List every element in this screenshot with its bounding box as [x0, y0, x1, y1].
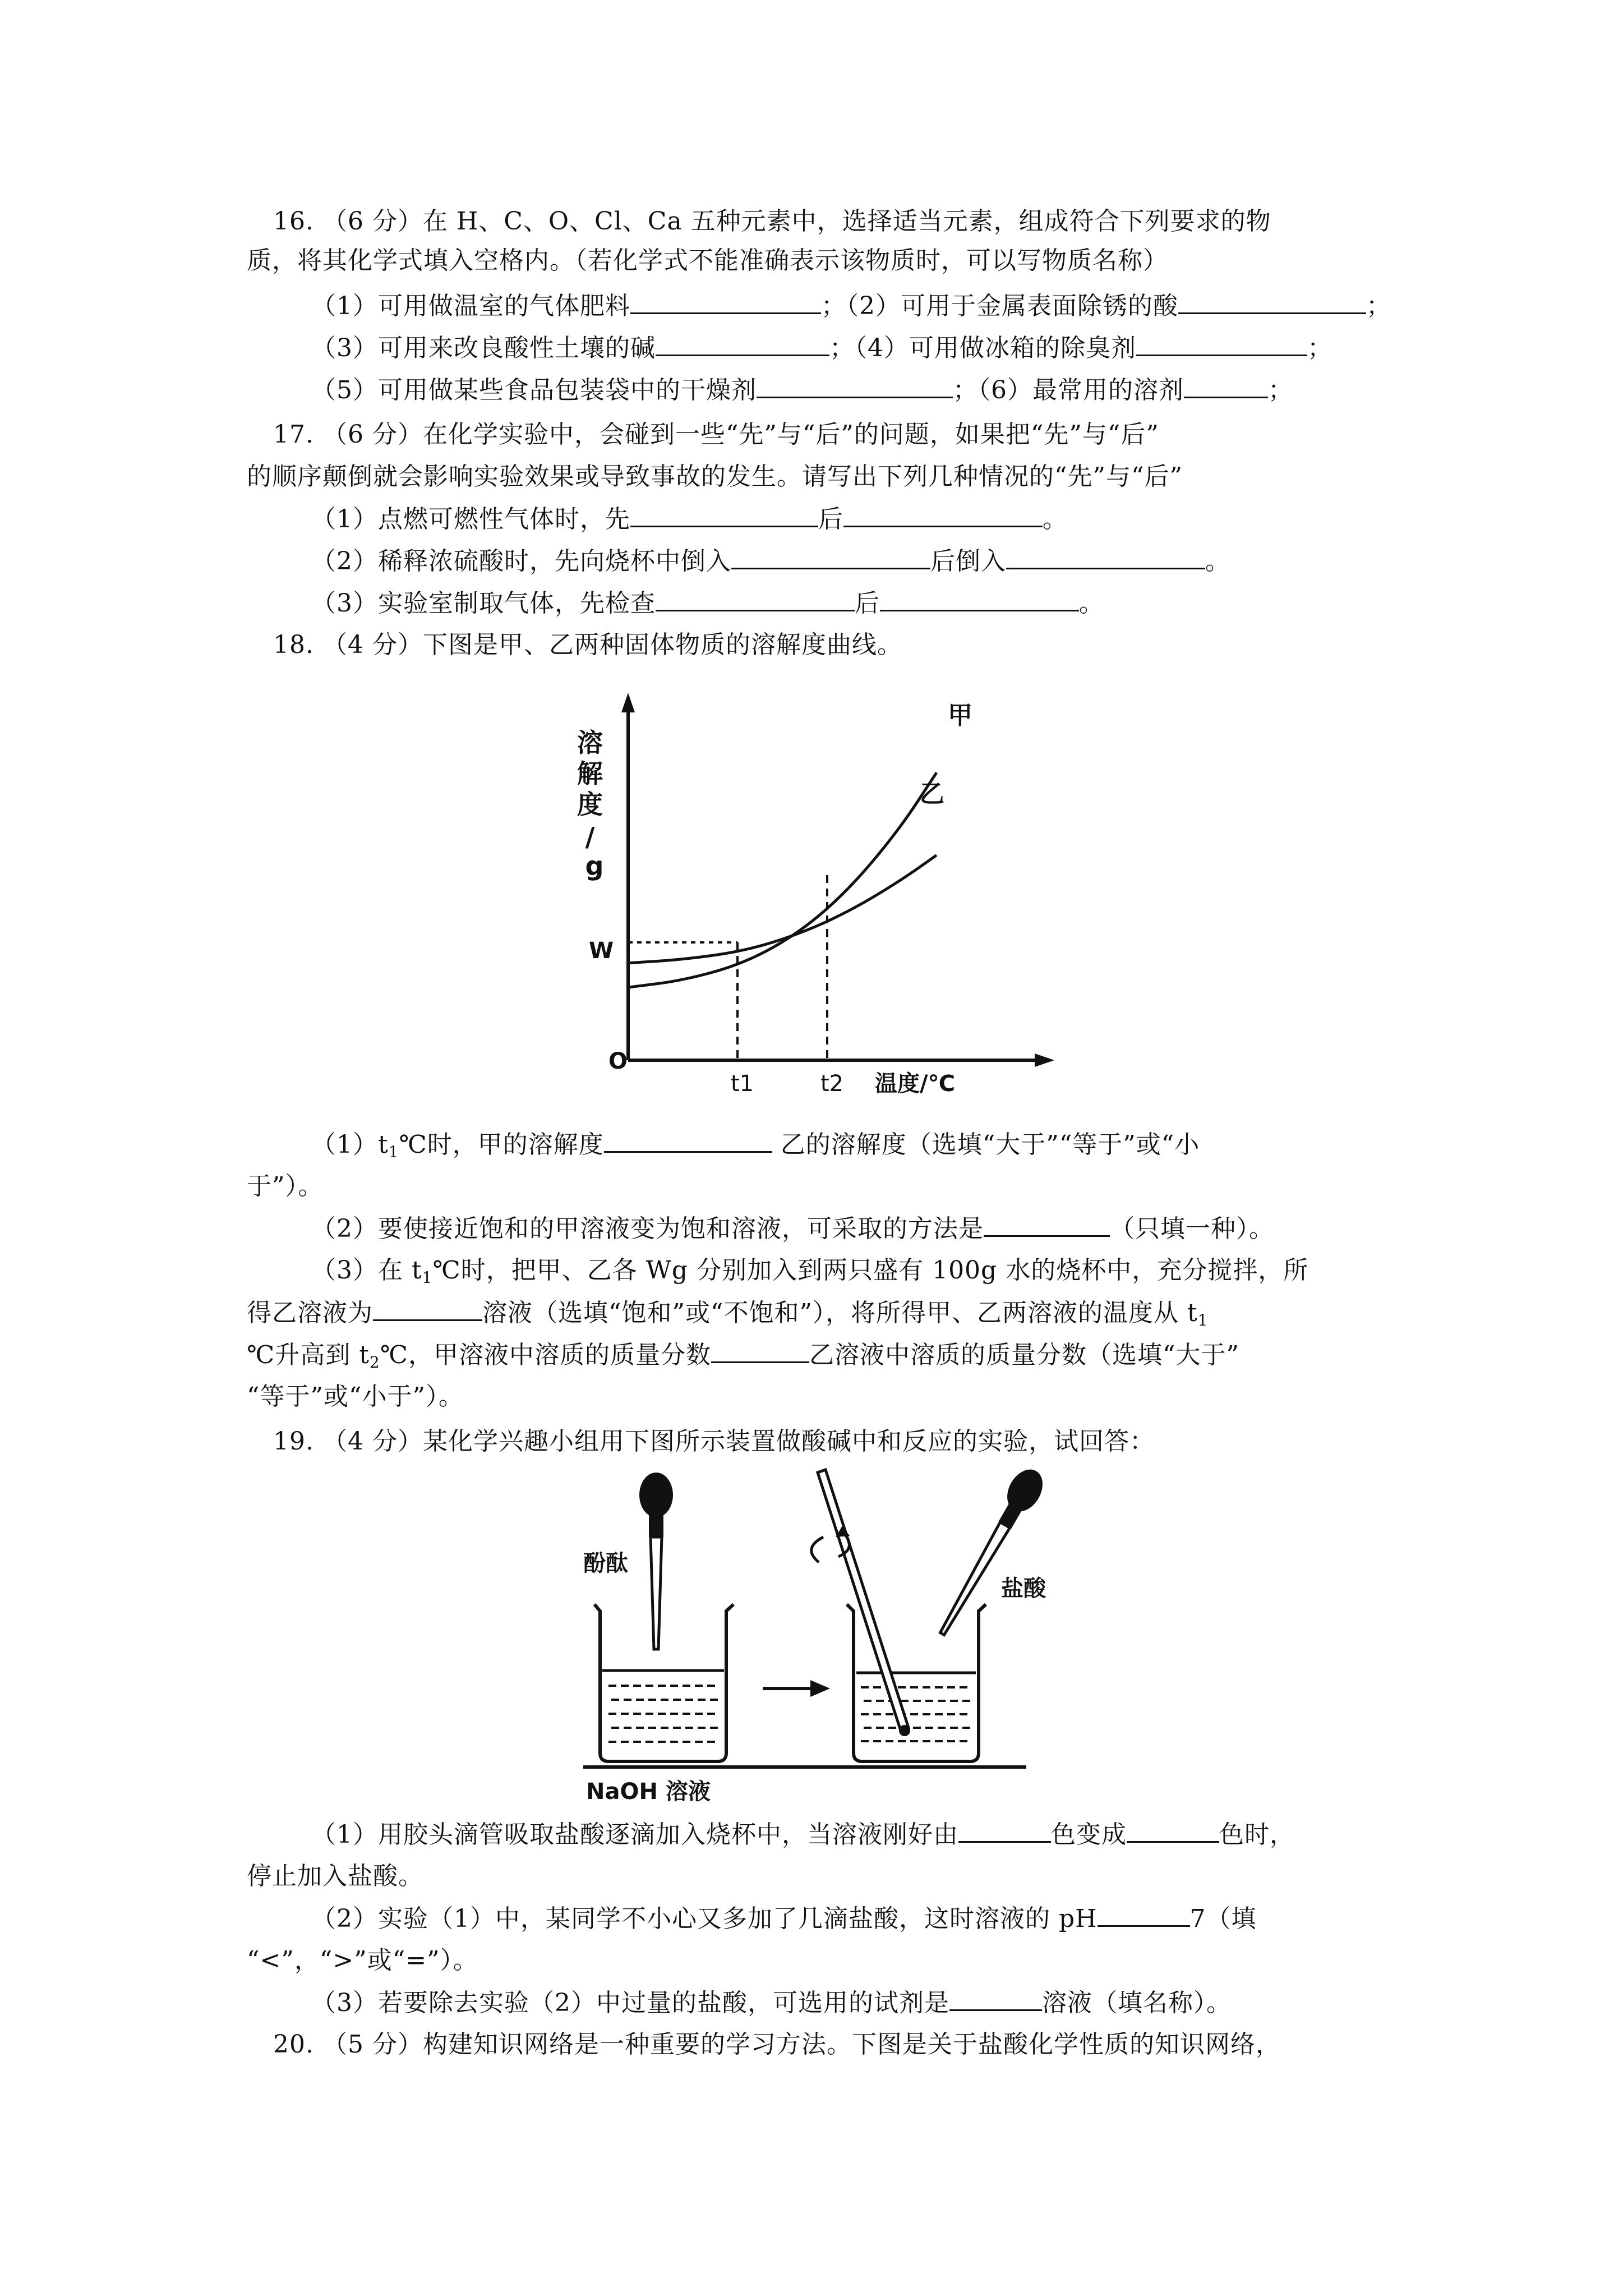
series-line-yi — [628, 855, 937, 963]
q18-stem: 18. （4 分）下图是甲、乙两种固体物质的溶解度曲线。 — [273, 631, 902, 659]
answer-blank[interactable] — [1136, 331, 1307, 356]
y-tick-w: W — [589, 938, 614, 964]
q17-stem-line1: 17. （6 分）在化学实验中，会碰到一些“先”与“后”的问题，如果把“先”与“后” — [273, 420, 1159, 449]
y-label-char: 溶 — [577, 728, 603, 758]
q16-row-2: （3）可用来改良酸性土壤的碱 ；（4）可用做冰箱的除臭剂 ； — [311, 331, 1332, 365]
label-phenolphthalein: 酚酞 — [583, 1550, 628, 1576]
y-label-char: 度 — [577, 789, 603, 820]
q17-row-1: （1）点燃可燃性气体时，先 后 。 — [311, 502, 1068, 536]
q18-part1-line2: 于”）。 — [247, 1172, 324, 1200]
solubility-curve-chart — [561, 690, 1066, 1097]
answer-blank[interactable] — [656, 331, 829, 356]
answer-blank[interactable] — [984, 1212, 1110, 1237]
x-tick-label: t1 — [731, 1071, 754, 1097]
label-naoh-solution: NaOH 溶液 — [586, 1779, 711, 1805]
q20-stem: 20. （5 分）构建知识网络是一种重要的学习方法。下图是关于盐酸化学性质的知识网络， — [273, 2030, 1281, 2059]
q16-stem-line2: 质，将其化学式填入空格内。（若化学式不能准确表示该物质时，可以写物质名称） — [247, 246, 1168, 275]
q18-part2: （2）要使接近饱和的甲溶液变为饱和溶液，可采取的方法是 （只填一种）。 — [311, 1212, 1274, 1246]
answer-blank[interactable] — [656, 586, 855, 611]
q18-part3-line2: 得乙溶液为 溶液（选填“饱和”或“不饱和”），将所得甲、乙两溶液的温度从 $t_1$ — [247, 1296, 1208, 1337]
process-arrowhead — [810, 1680, 830, 1697]
q16-stem-line1: 16. （6 分）在 H、C、O、Cl、Ca 五种元素中，选择适当元素，组成符合下列要求的物 — [273, 207, 1271, 236]
glass-rod-tip — [899, 1725, 910, 1736]
q16-row-1: （1）可用做温室的气体肥料 ；（2）可用于金属表面除锈的酸 ； — [311, 289, 1391, 323]
answer-blank[interactable] — [757, 373, 953, 398]
q19-part2-line1: （2）实验（1）中，某同学不小心又多加了几滴盐酸，这时溶液的 pH 7（填 — [311, 1902, 1257, 1936]
answer-blank[interactable] — [1178, 289, 1366, 314]
answer-blank[interactable] — [604, 1128, 772, 1153]
answer-blank[interactable] — [630, 502, 818, 527]
solution-hatching-right — [861, 1687, 970, 1741]
q16-row-3: （5）可用做某些食品包装袋中的干燥剂 ；（6）最常用的溶剂 ； — [311, 373, 1293, 407]
y-label-char: g — [585, 851, 604, 881]
origin-label: O — [608, 1048, 628, 1074]
y-axis-label — [577, 728, 612, 881]
x-tick-label: t2 — [820, 1071, 844, 1097]
answer-blank[interactable] — [949, 1986, 1042, 2011]
series-label-jia: 甲 — [948, 701, 972, 730]
answer-blank[interactable] — [1006, 544, 1205, 569]
y-label-char: 解 — [577, 758, 603, 789]
q18-part3-line4: “等于”或“小于”）。 — [247, 1382, 464, 1411]
dropper-tube-left — [651, 1537, 662, 1649]
q17-row-3: （3）实验室制取气体，先检查 后 。 — [311, 586, 1104, 620]
dropper-right — [929, 1463, 1050, 1641]
chart-layer — [628, 701, 972, 1097]
q17-stem-line2: 的顺序颠倒就会影响实验效果或导致事故的发生。请写出下列几种情况的“先”与“后” — [247, 462, 1183, 491]
answer-blank[interactable] — [1098, 1902, 1190, 1927]
label-hydrochloric-acid: 盐酸 — [1001, 1576, 1046, 1602]
series-line-jia — [628, 772, 937, 987]
answer-blank[interactable] — [373, 1296, 482, 1321]
q18-part3-line1: （3）在 $t_1℃$时，把甲、乙各 Wg 分别加入到两只盛有 100g 水的烧杯中，充分搅拌，所 — [311, 1256, 1309, 1287]
x-axis-label: 温度/℃ — [875, 1071, 956, 1097]
answer-blank[interactable] — [630, 289, 821, 314]
x-axis-arrow — [1035, 1053, 1054, 1067]
answer-blank[interactable] — [880, 586, 1079, 611]
q19-part1-line1: （1）用胶头滴管吸取盐酸逐滴加入烧杯中，当溶液刚好由 色变成 色时， — [311, 1818, 1295, 1852]
y-axis-arrow — [621, 693, 635, 712]
q19-part1-line2: 停止加入盐酸。 — [247, 1862, 423, 1890]
answer-blank[interactable] — [711, 1338, 809, 1363]
glass-stirring-rod — [818, 1470, 909, 1731]
answer-blank[interactable] — [1184, 373, 1268, 398]
answer-blank[interactable] — [1127, 1818, 1219, 1843]
q19-stem: 19. （4 分）某化学兴趣小组用下图所示装置做酸碱中和反应的实验，试回答： — [273, 1427, 1155, 1456]
neutralization-apparatus-figure — [583, 1464, 1099, 1805]
dropper-neck-left — [649, 1515, 663, 1537]
series-label-yi: 乙 — [920, 780, 944, 808]
answer-blank[interactable] — [731, 544, 930, 569]
q19-part3: （3）若要除去实验（2）中过量的盐酸，可选用的试剂是 溶液（填名称）。 — [311, 1986, 1232, 2020]
dropper-bulb-left — [639, 1473, 673, 1517]
q18-part1-line1: $(1)t_1℃$时，甲的溶解度 乙的溶解度（选填“大于”“等于”或“小 — [311, 1128, 1200, 1169]
answer-blank[interactable] — [843, 502, 1043, 527]
q18-part3-line3: ℃升高到 $t_2℃$，甲溶液中溶质的质量分数 乙溶液中溶质的质量分数（选填“大于” — [247, 1338, 1239, 1379]
answer-blank[interactable] — [958, 1818, 1051, 1843]
q17-row-2: （2）稀释浓硫酸时，先向烧杯中倒入 后倒入 。 — [311, 544, 1230, 578]
y-label-char: / — [585, 822, 595, 852]
q19-part2-line2: “<”，“>”或“=”）。 — [247, 1946, 478, 1975]
